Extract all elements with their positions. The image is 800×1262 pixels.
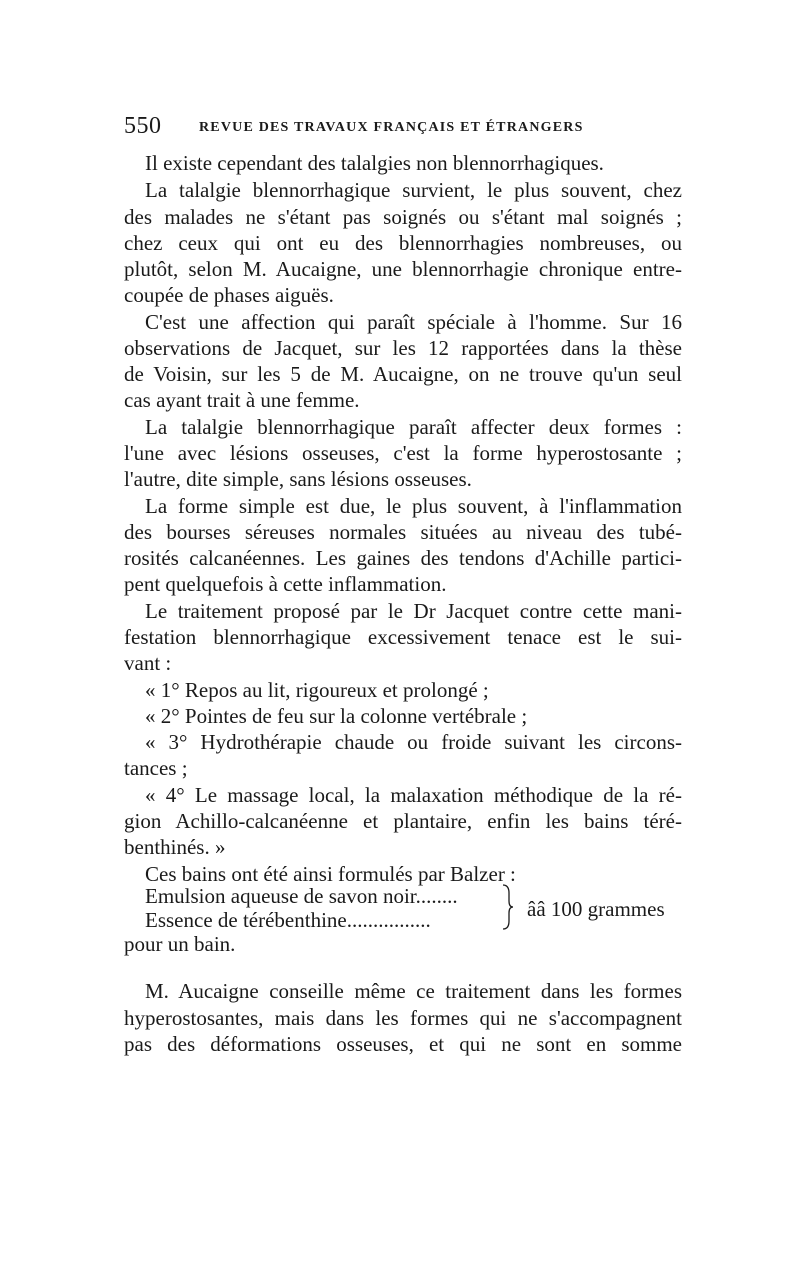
page-number: 550 xyxy=(124,113,162,139)
recipe-brace xyxy=(501,883,513,931)
paragraph-line: pent quelquefois à cette inflammation. xyxy=(124,572,447,596)
running-title: REVUE DES TRAVAUX FRANÇAIS ET ÉTRANGERS xyxy=(199,120,584,135)
paragraph-line: l'une avec lésions osseuses, c'est la forme hyperostosante ; xyxy=(124,441,682,465)
paragraph-line: Le traitement proposé par le Dr Jacquet contre cette mani- xyxy=(145,599,682,623)
paragraph-line: festation blennorrhagique excessivement tenace est le sui- xyxy=(124,625,682,649)
paragraph-line: vant : xyxy=(124,651,172,675)
recipe-note: pour un bain. xyxy=(124,932,236,956)
list-item: tances ; xyxy=(124,756,188,780)
list-item: benthinés. » xyxy=(124,835,226,859)
paragraph-line: pas des déformations osseuses, et qui ne sont en somme xyxy=(124,1032,682,1056)
paragraph-line: de Voisin, sur les 5 de M. Aucaigne, on ne trouve qu'un seul xyxy=(124,362,682,386)
paragraph-line: La talalgie blennorrhagique paraît affecter deux formes : xyxy=(145,415,682,439)
paragraph-line: La talalgie blennorrhagique survient, le plus souvent, chez xyxy=(145,178,682,202)
list-item: gion Achillo-calcanéenne et plantaire, enfin les bains téré- xyxy=(124,809,682,833)
list-item: « 1° Repos au lit, rigoureux et prolongé ; xyxy=(145,678,489,702)
paragraph-line: des bourses séreuses normales situées au niveau des tubé- xyxy=(124,520,682,544)
paragraph-line: M. Aucaigne conseille même ce traitement dans les formes xyxy=(145,979,682,1003)
running-header xyxy=(124,113,614,143)
recipe-ingredient: Emulsion aqueuse de savon noir........ xyxy=(145,884,458,908)
paragraph-line: cas ayant trait à une femme. xyxy=(124,388,360,412)
paragraph-line: C'est une affection qui paraît spéciale à l'homme. Sur 16 xyxy=(145,310,682,334)
paragraph-line: rosités calcanéennes. Les gaines des tendons d'Achille partici- xyxy=(124,546,682,570)
paragraph-line: Il existe cependant des talalgies non blennorrhagiques. xyxy=(145,151,604,175)
list-item: « 3° Hydrothérapie chaude ou froide suivant les circons- xyxy=(145,730,682,754)
list-item: « 2° Pointes de feu sur la colonne vertébrale ; xyxy=(145,704,528,728)
paragraph-line: l'autre, dite simple, sans lésions osseuses. xyxy=(124,467,472,491)
paragraph-line: hyperostosantes, mais dans les formes qui ne s'accompagnent xyxy=(124,1006,682,1030)
paragraph-line: Ces bains ont été ainsi formulés par Balzer : xyxy=(145,862,516,886)
recipe-ingredient: Essence de térébenthine................ xyxy=(145,908,431,932)
list-item: « 4° Le massage local, la malaxation méthodique de la ré- xyxy=(145,783,682,807)
paragraph-line: observations de Jacquet, sur les 12 rapportées dans la thèse xyxy=(124,336,682,360)
paragraph-line: plutôt, selon M. Aucaigne, une blennorrhagie chronique entre- xyxy=(124,257,682,281)
paragraph-line: La forme simple est due, le plus souvent, à l'inflammation xyxy=(145,494,682,518)
paragraph-line: coupée de phases aiguës. xyxy=(124,283,334,307)
paragraph-line: chez ceux qui ont eu des blennorrhagies nombreuses, ou xyxy=(124,231,682,255)
recipe-quantity: ââ 100 grammes xyxy=(527,897,665,921)
paragraph-line: des malades ne s'étant pas soignés ou s'étant mal soignés ; xyxy=(124,205,682,229)
